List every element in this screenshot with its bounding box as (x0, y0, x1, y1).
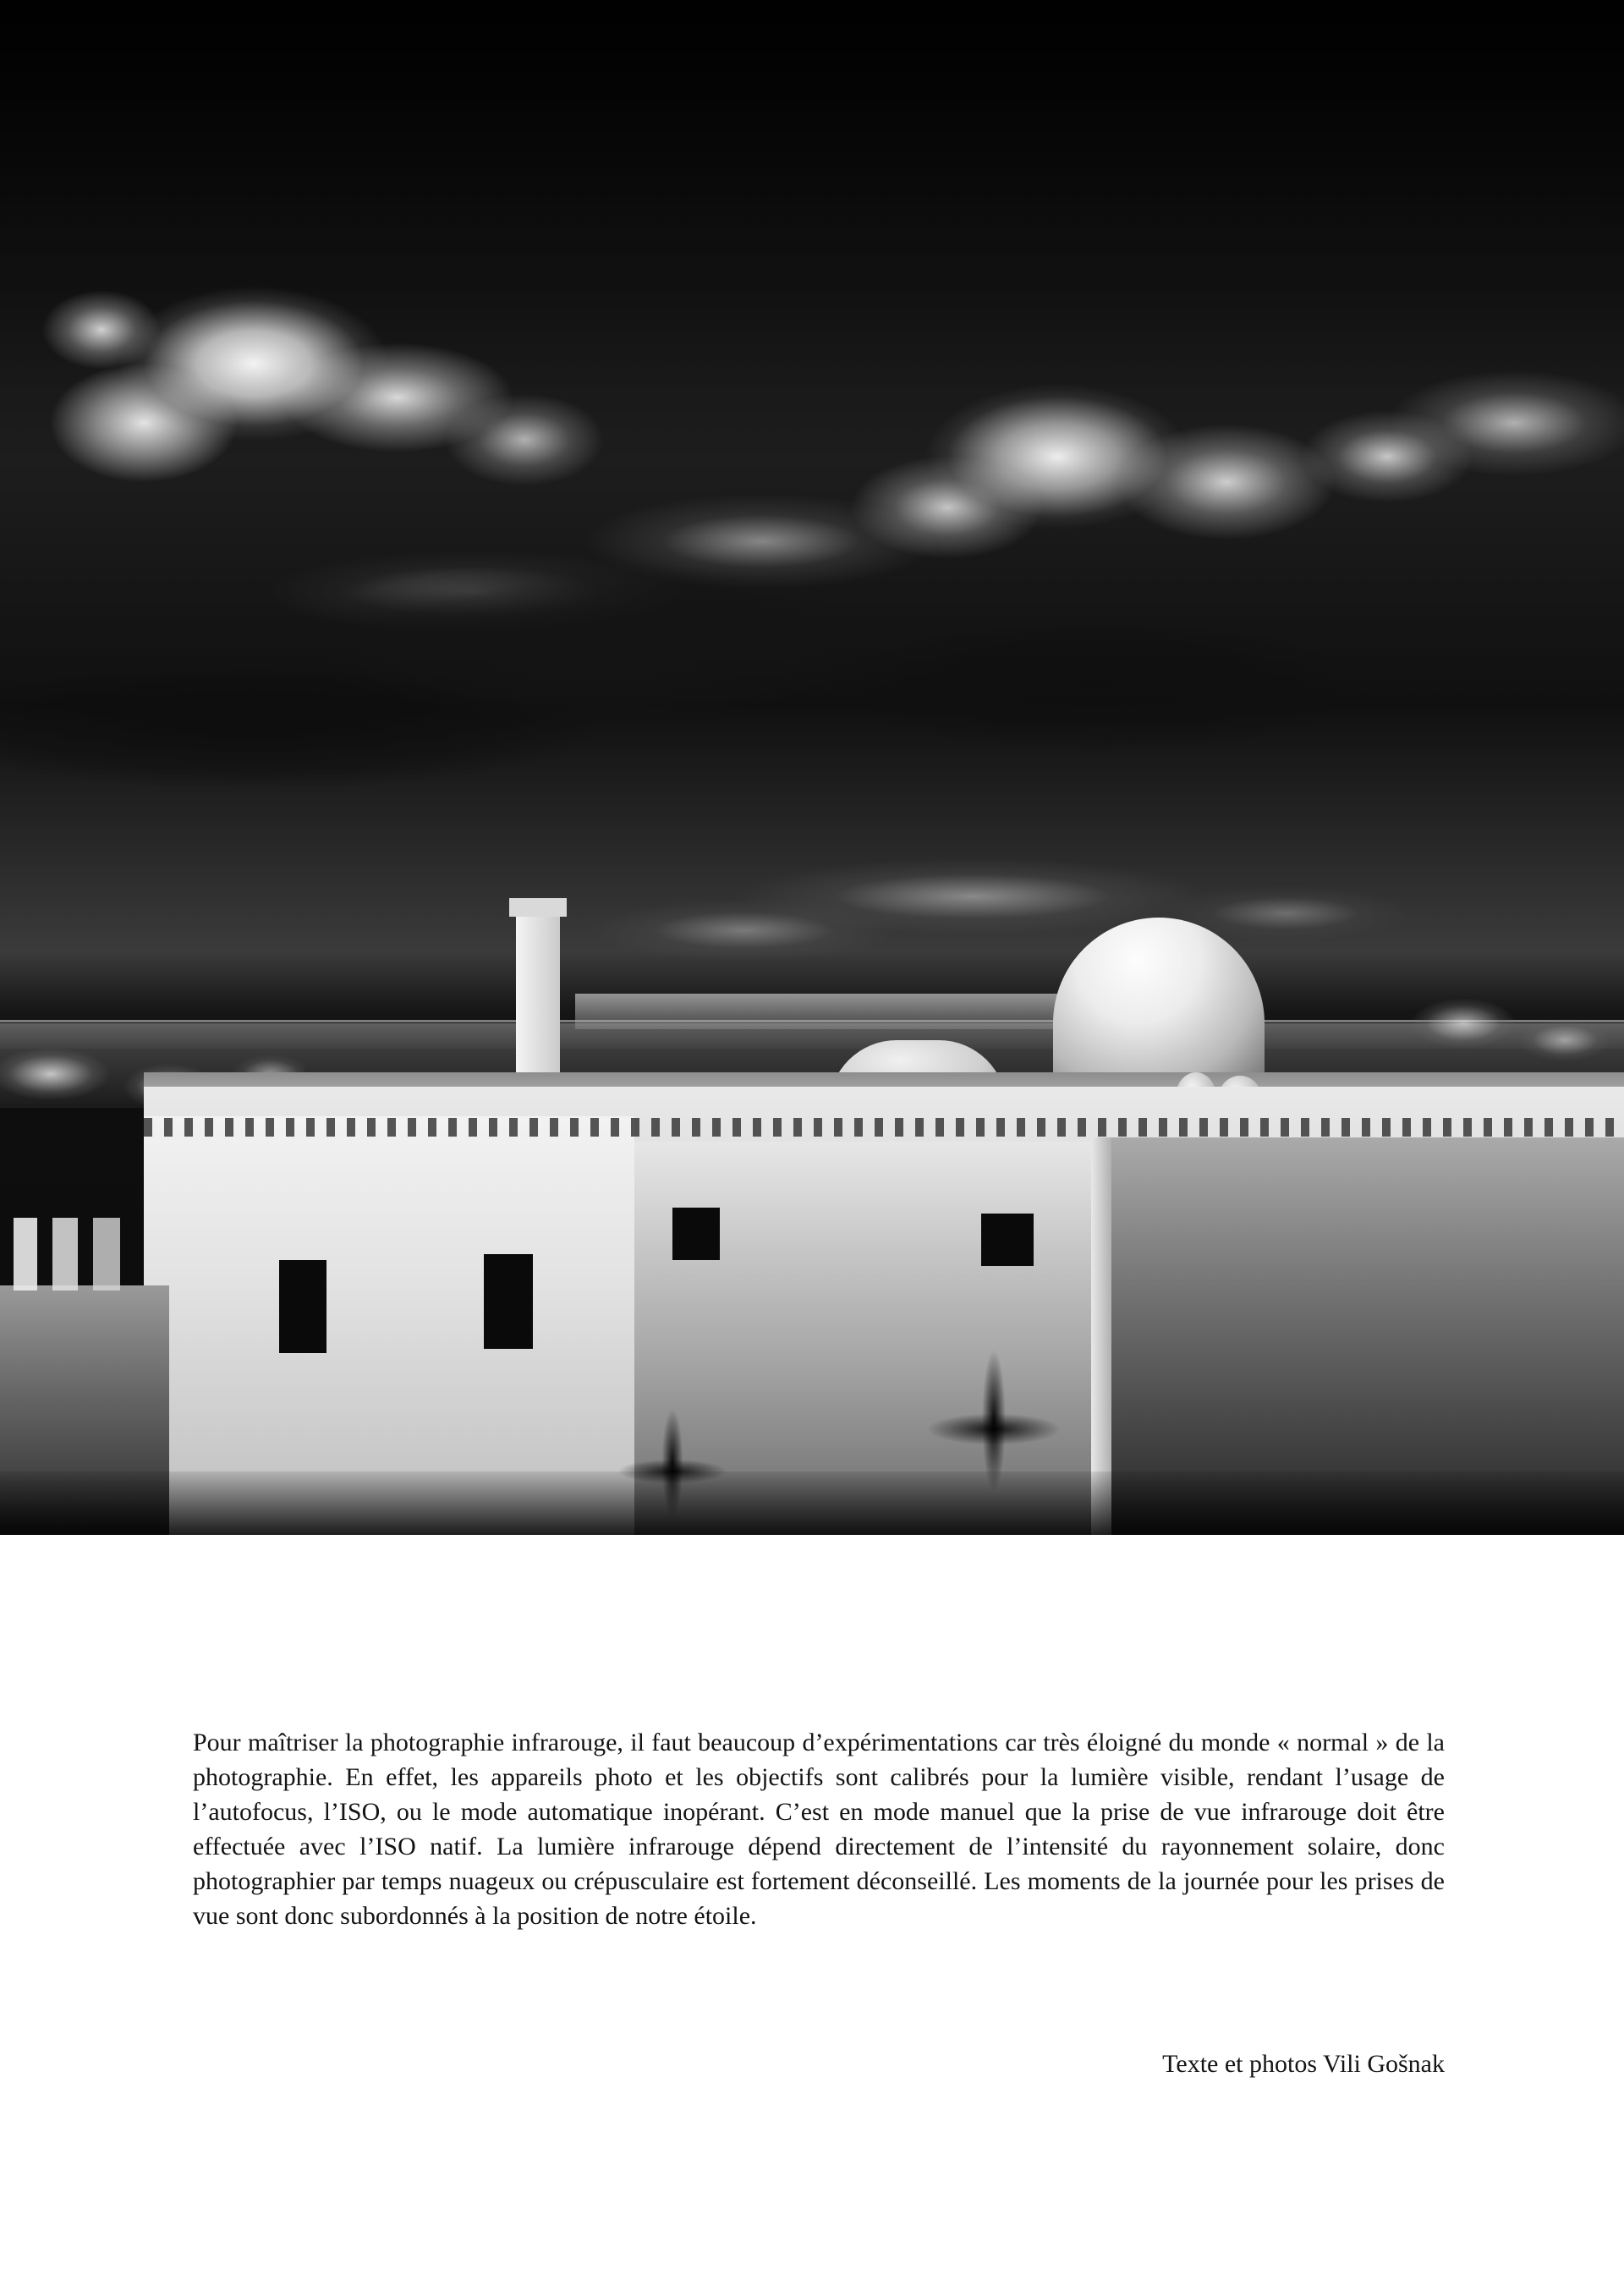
photo-gravestones (8, 1218, 161, 1290)
article-text-block (193, 1725, 1445, 1933)
photo-window-3 (672, 1208, 720, 1260)
photo-distant-town (575, 994, 1100, 1029)
photo-foreground-shadow (0, 1471, 1624, 1535)
photo-dark-clouds (0, 507, 1624, 947)
photo-minaret-cap (509, 898, 567, 917)
photo-parapet-crenellation (144, 1118, 1624, 1137)
photo-window-2 (484, 1254, 533, 1349)
photo-window-4 (981, 1214, 1034, 1266)
photo-credit: Texte et photos Vili Gošnak (1162, 2050, 1445, 2078)
photo-window-1 (279, 1260, 326, 1353)
body-paragraph: Pour maîtriser la photographie infrarouge, il faut beaucoup d’expérimentations car très éloigné du monde « normal » de la photographie. En effet, les appareils photo et les objectifs sont calibrés pour la lumière visible, rendant l’usage de l’autofocus, l’ISO, ou le mode automatique inopérant. C’est en mode manuel que la prise de vue infrarouge doit être effectuée avec l’ISO natif. La lumière infrarouge dépend directement de l’intensité du rayonnement solaire, donc photographier par temps nuageux ou crépusculaire est fortement déconseillé. Les moments de la journée pour les prises de vue sont donc subordonnés à la position de notre étoile. (193, 1729, 1445, 1930)
